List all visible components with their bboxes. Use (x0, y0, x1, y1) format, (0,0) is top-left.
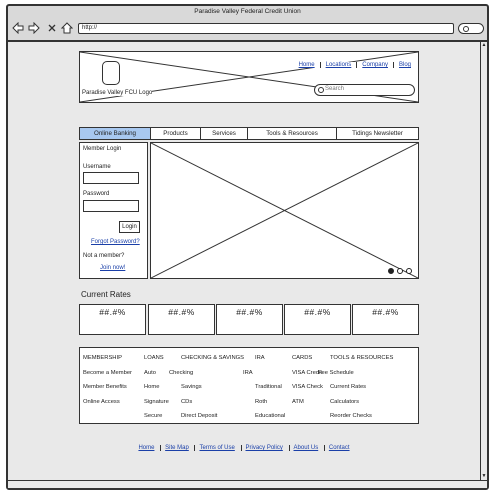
site-search-input[interactable]: Search (314, 84, 415, 96)
login-title: Member Login (83, 146, 122, 152)
not-member-text: Not a member? (83, 253, 125, 259)
arrow-left-icon[interactable] (12, 22, 24, 34)
directory-column-cards (292, 351, 323, 409)
browser-window (6, 4, 489, 490)
directory-link[interactable]: VISA Credit (292, 369, 322, 376)
rate-box (148, 304, 215, 335)
browser-search-input[interactable] (458, 23, 484, 34)
rate-box (79, 304, 146, 335)
directory-link[interactable]: ATM (292, 398, 304, 405)
hero-banner (150, 142, 419, 279)
directory-link[interactable]: Auto (144, 369, 156, 376)
directory-header: IRA (255, 355, 265, 361)
rate-value: ##.#% (304, 307, 331, 317)
tab-services[interactable]: Services (200, 128, 247, 139)
directory-link[interactable]: CDs (181, 398, 193, 405)
directory-link[interactable]: Secure (144, 413, 163, 419)
username-input[interactable] (83, 172, 139, 184)
page-content (8, 42, 480, 480)
directory-column-tools-resources (318, 351, 394, 424)
rate-box (284, 304, 351, 335)
carousel-dot-2[interactable] (397, 268, 403, 274)
directory-link[interactable]: Calculators (330, 398, 359, 405)
directory-link[interactable]: Member Benefits (83, 384, 127, 390)
footer-link-site-map[interactable]: Site Map (160, 445, 193, 451)
url-input[interactable]: http:// (78, 23, 454, 34)
logo-image[interactable] (102, 61, 120, 85)
site-directory (79, 347, 419, 424)
member-login-panel (79, 142, 148, 279)
rate-value: ##.#% (236, 307, 263, 317)
directory-column-membership (83, 351, 132, 409)
close-icon[interactable] (46, 22, 58, 34)
directory-link[interactable]: Current Rates (330, 384, 367, 390)
directory-link[interactable]: Savings (181, 384, 202, 390)
tab-online-banking[interactable]: Online Banking (80, 128, 150, 139)
rate-value: ##.#% (372, 307, 399, 317)
top-link-blog[interactable]: Blog (393, 62, 416, 68)
current-rates-title: Current Rates (81, 290, 131, 299)
tab-tools-resources[interactable]: Tools & Resources (247, 128, 336, 139)
directory-link[interactable]: Signature (144, 398, 169, 405)
main-nav-tabs (79, 127, 419, 140)
rate-box (352, 304, 419, 335)
top-link-company[interactable]: Company (356, 62, 393, 68)
directory-header: MEMBERSHIP (83, 355, 122, 361)
rate-box (216, 304, 283, 335)
directory-column-ira (243, 351, 286, 424)
tab-products[interactable]: Products (150, 128, 200, 139)
top-link-home[interactable]: Home (298, 62, 315, 68)
site-header (79, 51, 419, 103)
directory-header: CARDS (292, 355, 313, 361)
footer-links (8, 445, 480, 451)
directory-link[interactable]: VISA Check (292, 384, 323, 390)
banner-placeholder-graphic (151, 143, 418, 278)
footer-link-privacy[interactable]: Privacy Policy (241, 445, 287, 451)
footer-link-contact[interactable]: Contact (324, 445, 354, 451)
browser-toolbar (8, 18, 487, 40)
directory-link[interactable]: Checking (169, 369, 194, 376)
directory-link[interactable]: Reorder Checks (330, 413, 372, 419)
home-icon[interactable] (61, 22, 73, 34)
directory-link[interactable]: Fee Schedule (318, 369, 354, 376)
directory-link[interactable]: Traditional (255, 384, 282, 390)
footer-link-terms[interactable]: Terms of Use (194, 445, 238, 451)
window-title: Paradise Valley Federal Credit Union (194, 8, 301, 15)
directory-link[interactable]: Home (144, 384, 160, 390)
join-now-link[interactable]: Join now! (100, 265, 126, 271)
scroll-up-icon[interactable]: ▲ (481, 42, 487, 48)
horizontal-scrollbar[interactable] (8, 480, 487, 488)
directory-link[interactable]: Online Access (83, 398, 120, 405)
directory-column-checking-savings (169, 351, 245, 424)
directory-header: TOOLS & RESOURCES (330, 355, 394, 361)
password-label: Password (83, 191, 110, 197)
vertical-scrollbar[interactable] (480, 42, 487, 480)
scroll-down-icon[interactable]: ▼ (481, 473, 487, 479)
directory-link[interactable]: IRA (243, 369, 253, 376)
directory-link[interactable]: Become a Member (83, 369, 132, 376)
top-link-locations[interactable]: Locations (320, 62, 357, 68)
directory-link[interactable]: Roth (255, 398, 268, 405)
directory-column-loans (144, 351, 169, 424)
carousel-dot-1[interactable] (388, 268, 394, 274)
logo-text: Paradise Valley FCU Logo (82, 90, 153, 96)
carousel-dot-3[interactable] (406, 268, 412, 274)
directory-link[interactable]: Educational (255, 413, 286, 419)
password-input[interactable] (83, 200, 139, 212)
footer-link-home[interactable]: Home (138, 445, 155, 451)
directory-link[interactable]: Direct Deposit (181, 413, 218, 419)
directory-header: CHECKING & SAVINGS (181, 355, 245, 361)
rate-value: ##.#% (168, 307, 195, 317)
login-button[interactable]: Login (119, 221, 140, 233)
rate-value: ##.#% (99, 307, 126, 317)
directory-header: LOANS (144, 355, 164, 361)
forgot-password-link[interactable]: Forgot Password? (91, 239, 140, 245)
footer-link-about[interactable]: About Us (289, 445, 323, 451)
carousel-dots (388, 268, 412, 274)
top-nav-links (294, 62, 416, 68)
arrow-right-icon[interactable] (28, 22, 40, 34)
tab-tidings-newsletter[interactable]: Tidings Newsletter (336, 128, 418, 139)
username-label: Username (83, 164, 111, 170)
